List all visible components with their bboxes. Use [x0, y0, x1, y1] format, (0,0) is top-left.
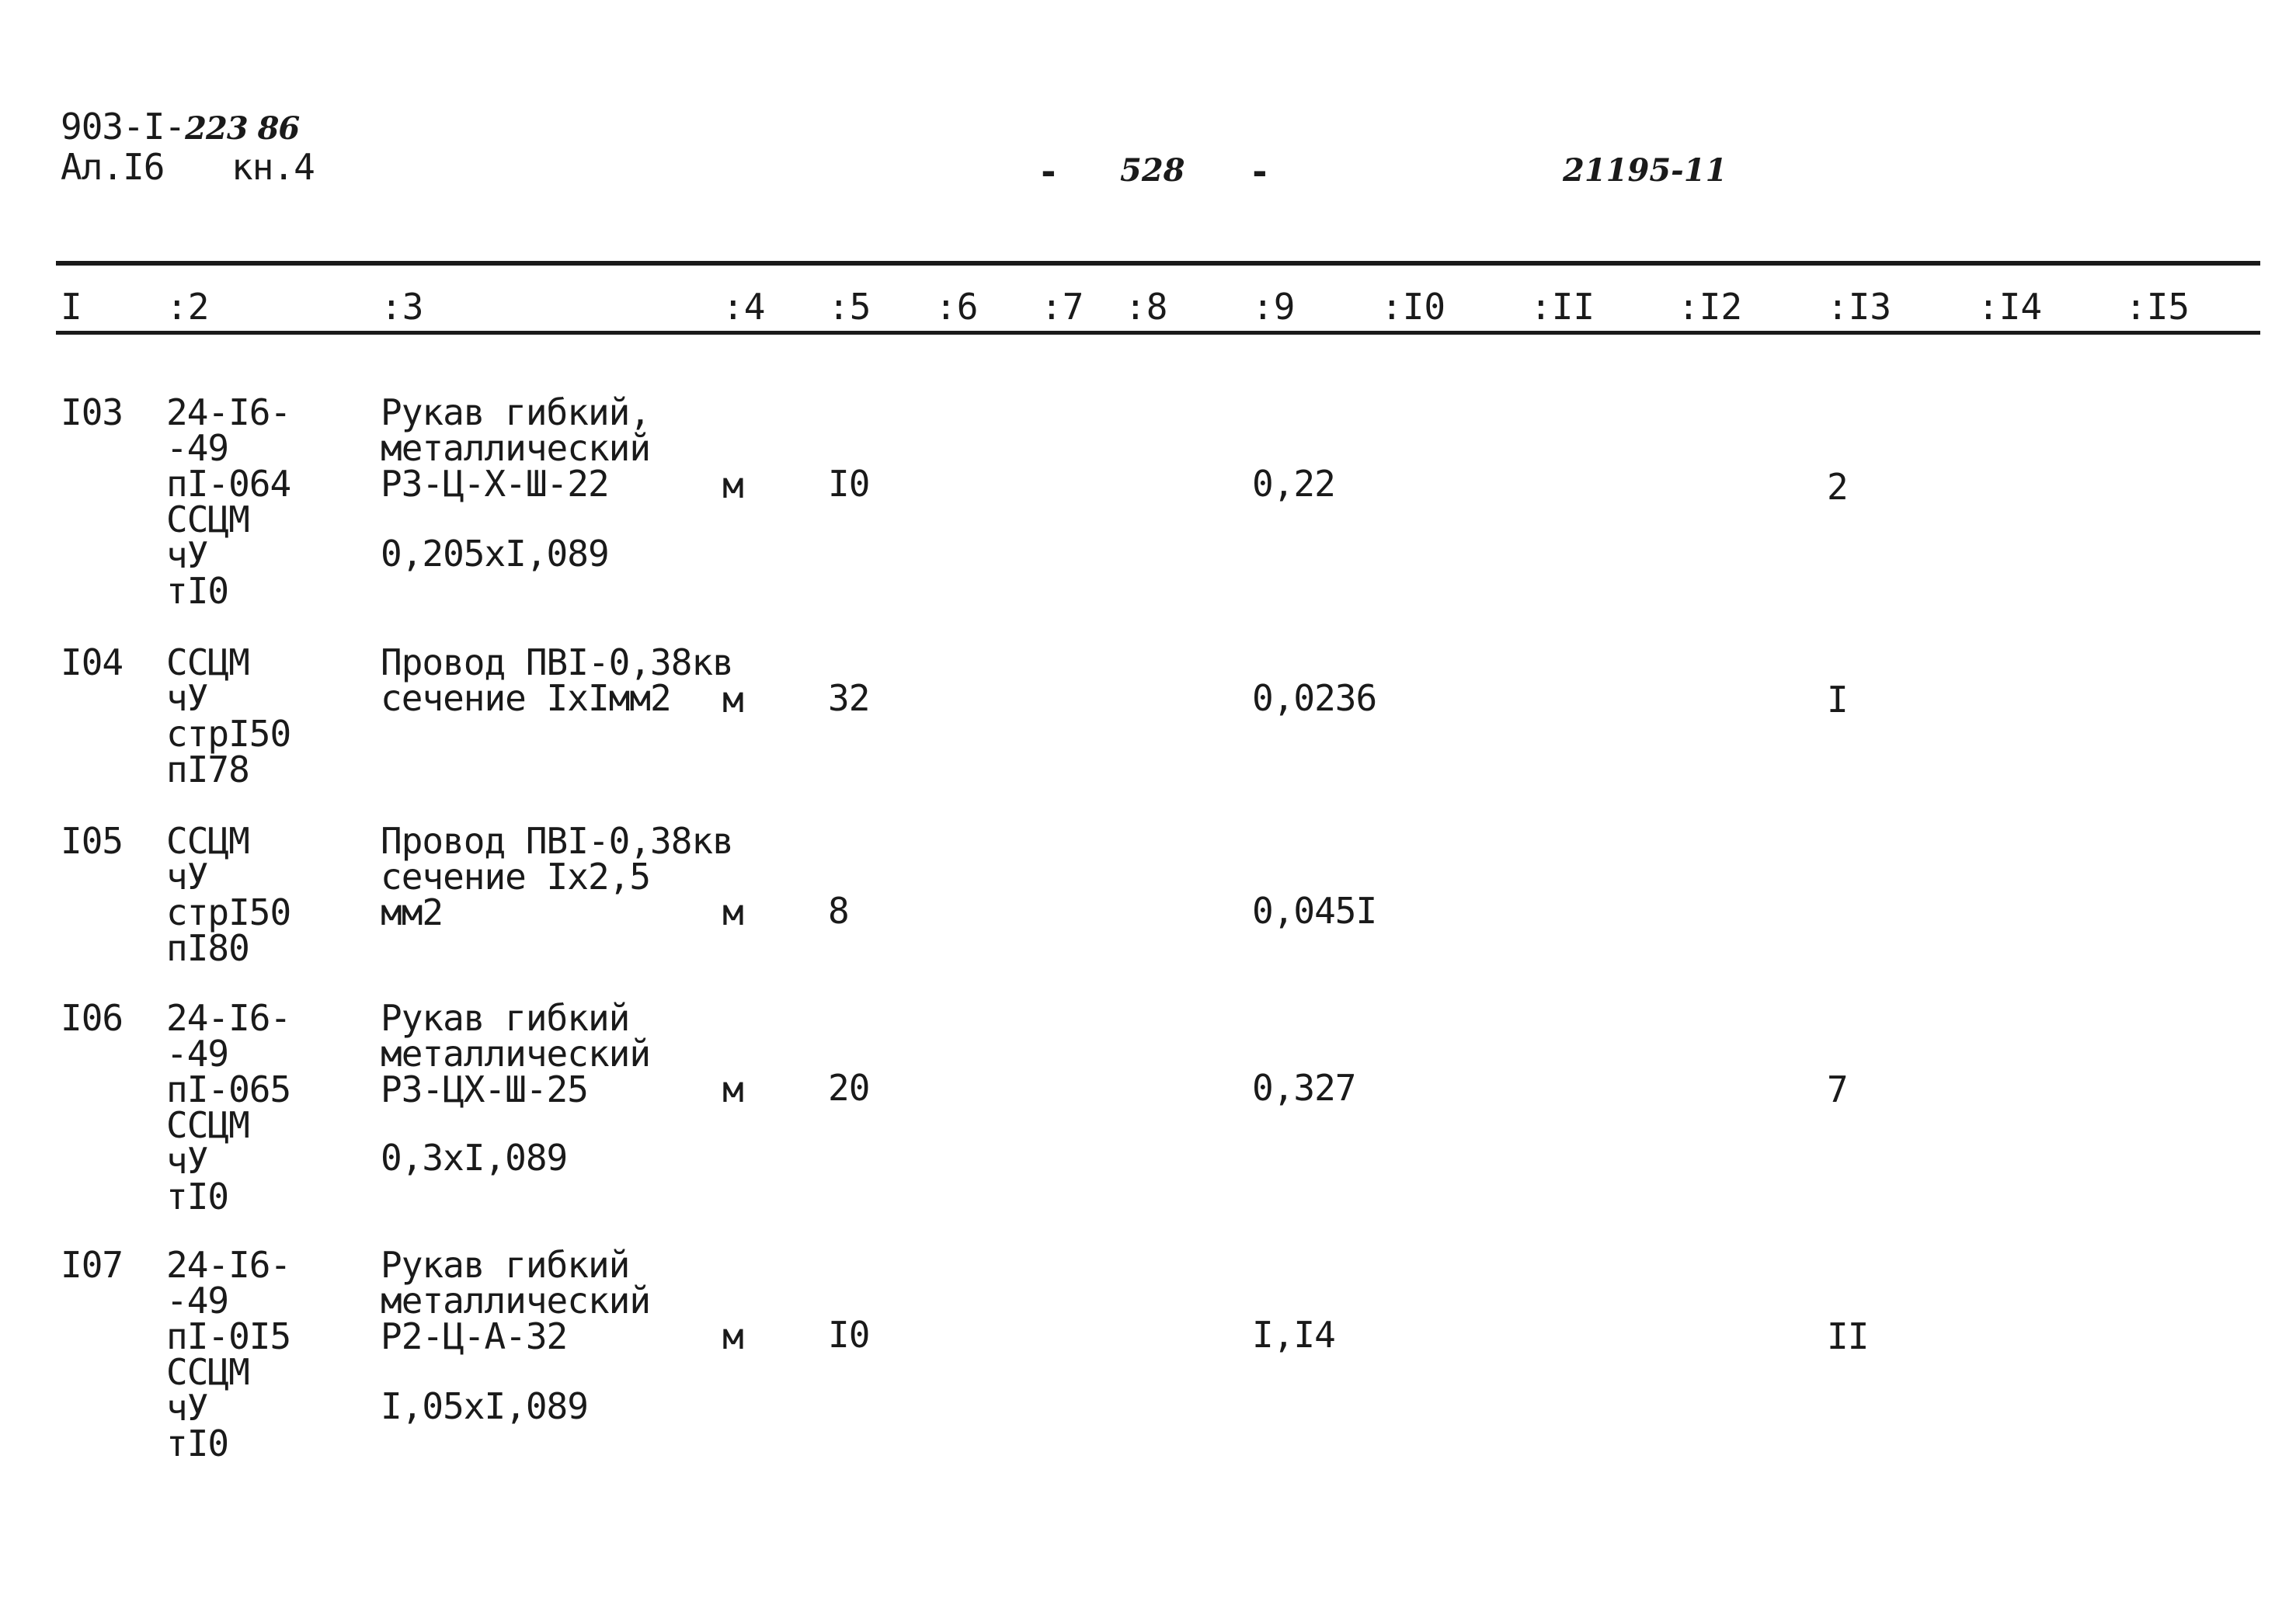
column-header-4: :4	[722, 286, 766, 328]
row-quantity: 20	[828, 1067, 870, 1109]
column-header-6: :6	[935, 286, 979, 328]
row-col13: 7	[1827, 1068, 1848, 1110]
column-header-14: :I4	[1978, 286, 2043, 328]
row-code: 24-I6- -49 пI-065 ССЦМ чУ тI0	[166, 997, 291, 1218]
row-quantity: 32	[828, 677, 870, 719]
column-header-9: :9	[1252, 286, 1296, 328]
row-mass: 0,0236	[1252, 677, 1377, 719]
book-label: кн.4	[231, 146, 315, 188]
row-unit: м	[722, 891, 743, 933]
row-quantity: I0	[828, 463, 870, 505]
row-code: 24-I6- -49 пI-0I5 ССЦМ чУ тI0	[166, 1244, 291, 1464]
row-position: I03	[61, 391, 123, 433]
album-label: Ал.I6	[61, 146, 165, 188]
column-header-15: :I5	[2125, 286, 2190, 328]
row-col13: I	[1827, 679, 1848, 721]
column-header-3: :3	[381, 286, 424, 328]
row-unit: м	[722, 464, 743, 506]
row-name: Рукав гибкий металлический РЗ-ЦХ-Ш-25	[381, 997, 651, 1110]
row-position: I07	[61, 1244, 123, 1286]
row-position: I06	[61, 997, 123, 1039]
row-code: 24-I6- -49 пI-064 ССЦМ чУ тI0	[166, 391, 291, 612]
column-header-8: :8	[1125, 286, 1168, 328]
row-name: Провод ПВI-0,38кв сечение Ix2,5 мм2	[381, 820, 733, 933]
row-code: ССЦМ чУ стрI50 пI80	[166, 820, 291, 969]
row-name: Провод ПВI-0,38кв сечение IxIмм2	[381, 641, 733, 719]
row-unit: м	[722, 679, 743, 721]
row-name-extra: 0,205xI,089	[381, 533, 609, 575]
page-number: 528	[1120, 152, 1185, 189]
column-header-10: :I0	[1381, 286, 1446, 328]
row-col13: 2	[1827, 466, 1848, 508]
row-col13: II	[1827, 1315, 1869, 1357]
column-header-2: :2	[166, 286, 210, 328]
row-position: I05	[61, 820, 123, 862]
page-dash-right: -	[1249, 151, 1270, 193]
page-dash-left: -	[1038, 151, 1059, 193]
row-mass: 0,22	[1252, 463, 1335, 505]
row-name: Рукав гибкий, металлический РЗ-Ц-Х-Ш-22	[381, 391, 651, 505]
row-code: ССЦМ чУ стрI50 пI78	[166, 641, 291, 790]
document-code-prefix: 903-I-	[61, 106, 186, 148]
column-header-12: :I2	[1678, 286, 1743, 328]
table-top-rule	[56, 261, 2260, 266]
column-header-1: I	[61, 286, 82, 328]
row-mass: 0,045I	[1252, 890, 1377, 932]
inventory-number: 21195-11	[1563, 152, 1727, 189]
column-header-5: :5	[828, 286, 871, 328]
row-name: Рукав гибкий металлический Р2-Ц-А-32	[381, 1244, 651, 1357]
row-name-extra: I,05xI,089	[381, 1385, 588, 1427]
row-mass: I,I4	[1252, 1314, 1335, 1356]
column-header-13: :I3	[1827, 286, 1892, 328]
row-unit: м	[722, 1315, 743, 1357]
document-code	[61, 106, 300, 148]
row-mass: 0,327	[1252, 1067, 1356, 1109]
column-header-7: :7	[1041, 286, 1084, 328]
row-quantity: I0	[828, 1314, 870, 1356]
column-header-11: :II	[1530, 286, 1595, 328]
row-unit: м	[722, 1068, 743, 1110]
row-quantity: 8	[828, 890, 849, 932]
row-position: I04	[61, 641, 123, 683]
document-code-handwritten: 223 86	[185, 110, 300, 147]
table-header-rule	[56, 331, 2260, 335]
row-name-extra: 0,3xI,089	[381, 1137, 568, 1179]
